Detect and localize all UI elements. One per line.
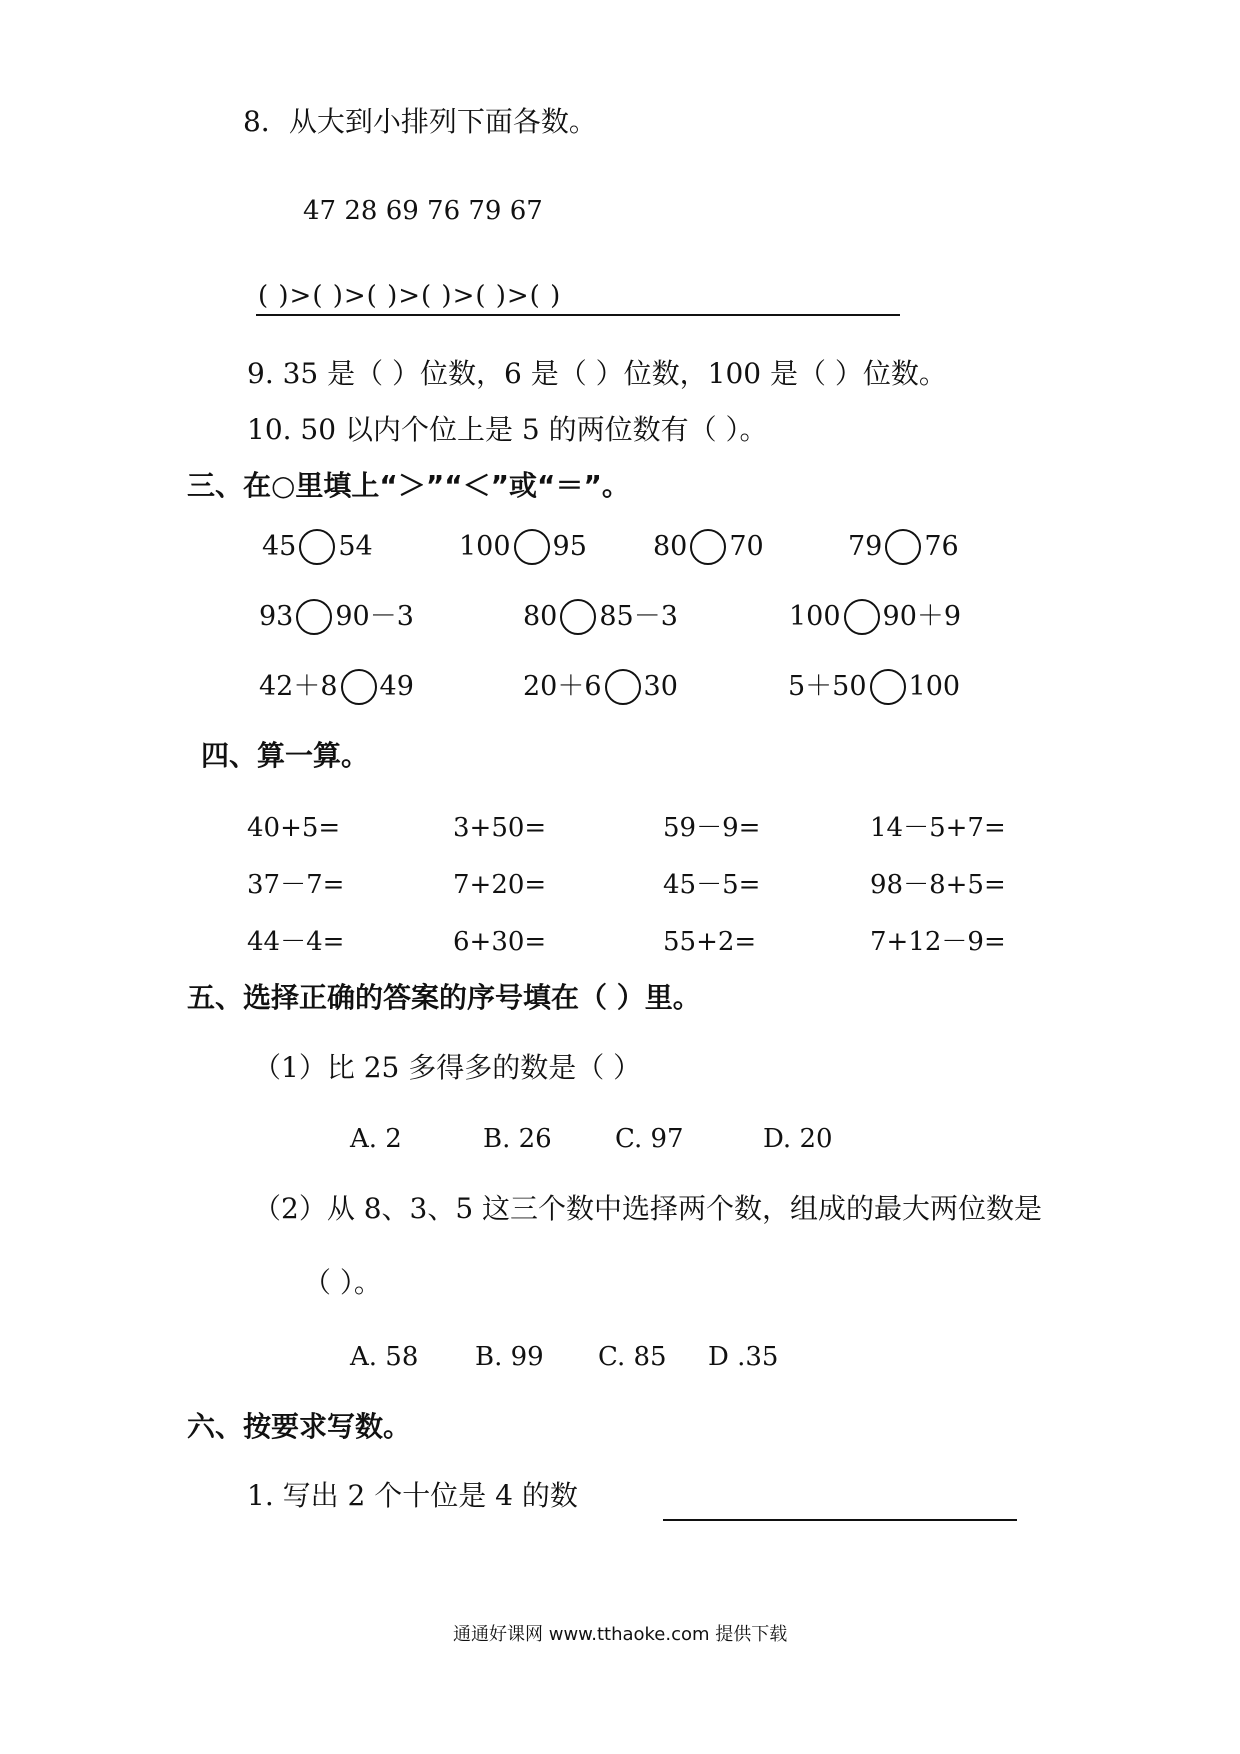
compare-left: 79 — [848, 531, 883, 562]
section-5-question-2: （2）从 8、3、5 这三个数中选择两个数，组成的最大两位数是 — [253, 1192, 1043, 1225]
section-6-title: 六、按要求写数。 — [187, 1410, 412, 1443]
compare-circle-blank[interactable] — [870, 669, 906, 705]
compare-circle-blank[interactable] — [844, 599, 880, 635]
compare-circle-blank[interactable] — [299, 529, 335, 565]
section-3-title: 三、在○里填上“＞”“＜”或“＝”。 — [187, 469, 630, 502]
compare-item — [259, 667, 414, 707]
compare-circle-blank[interactable] — [514, 529, 550, 565]
compare-right: 90＋9 — [882, 601, 962, 632]
footer-source: 通通好课网 www.tthaoke.com 提供下载 — [453, 1624, 788, 1645]
option-b: B. 99 — [475, 1342, 544, 1372]
calc-item: 6+30= — [453, 927, 547, 957]
compare-right: 54 — [338, 531, 373, 562]
compare-left: 42＋8 — [259, 671, 338, 702]
compare-right: 49 — [379, 671, 414, 702]
compare-left: 80 — [653, 531, 688, 562]
q8-prompt: 8．从大到小排列下面各数。 — [243, 105, 597, 138]
compare-right: 85－3 — [599, 601, 678, 632]
calc-item: 98－8+5= — [870, 870, 1006, 900]
calc-item: 44－4= — [247, 927, 345, 957]
option-a: A. 2 — [350, 1124, 402, 1154]
calc-item: 45－5= — [663, 870, 761, 900]
compare-left: 100 — [459, 531, 511, 562]
compare-item — [262, 527, 373, 567]
question-9: 9. 35 是（ ）位数，6 是（ ）位数，100 是（ ）位数。 — [247, 357, 947, 390]
calc-item: 37－7= — [247, 870, 345, 900]
option-c: C. 85 — [598, 1342, 667, 1372]
compare-item — [523, 597, 678, 637]
compare-item — [459, 527, 587, 567]
compare-right: 30 — [643, 671, 678, 702]
calc-item: 59－9= — [663, 813, 761, 843]
option-a: A. 58 — [350, 1342, 419, 1372]
compare-item — [259, 597, 414, 637]
option-d: D .35 — [708, 1342, 779, 1372]
compare-circle-blank[interactable] — [341, 669, 377, 705]
compare-right: 76 — [924, 531, 959, 562]
compare-left: 20＋6 — [523, 671, 602, 702]
calc-item: 7+12－9= — [870, 927, 1006, 957]
calc-item: 7+20= — [453, 870, 547, 900]
calc-item: 40+5= — [247, 813, 341, 843]
compare-left: 5＋50 — [788, 671, 867, 702]
compare-item — [788, 667, 960, 707]
calc-item: 14－5+7= — [870, 813, 1006, 843]
compare-circle-blank[interactable] — [560, 599, 596, 635]
compare-right: 95 — [552, 531, 587, 562]
section-5-question-2-blank: （ ）。 — [303, 1266, 382, 1299]
question-10: 10. 50 以内个位上是 5 的两位数有（ ）。 — [247, 413, 768, 446]
q8-underline — [256, 314, 900, 316]
compare-circle-blank[interactable] — [605, 669, 641, 705]
section-6-question-1: 1. 写出 2 个十位是 4 的数 — [247, 1479, 578, 1512]
section-5-title: 五、选择正确的答案的序号填在（ ）里。 — [187, 981, 701, 1014]
compare-item — [789, 597, 961, 637]
calc-item: 3+50= — [453, 813, 547, 843]
compare-right: 100 — [908, 671, 961, 702]
option-d: D. 20 — [763, 1124, 833, 1154]
q8-numbers: 47 28 69 76 79 67 — [303, 196, 543, 226]
compare-item — [523, 667, 678, 707]
answer-underline — [663, 1519, 1017, 1521]
compare-right: 90－3 — [335, 601, 414, 632]
compare-circle-blank[interactable] — [690, 529, 726, 565]
compare-circle-blank[interactable] — [885, 529, 921, 565]
option-c: C. 97 — [615, 1124, 684, 1154]
compare-item — [653, 527, 764, 567]
section-4-title: 四、算一算。 — [201, 739, 370, 772]
compare-left: 80 — [523, 601, 558, 632]
compare-right: 70 — [729, 531, 764, 562]
compare-left: 45 — [262, 531, 297, 562]
compare-left: 100 — [789, 601, 841, 632]
calc-item: 55+2= — [663, 927, 757, 957]
option-b: B. 26 — [483, 1124, 552, 1154]
section-5-question-1: （1）比 25 多得多的数是（ ） — [253, 1051, 642, 1084]
compare-item — [848, 527, 959, 567]
compare-left: 93 — [259, 601, 294, 632]
compare-circle-blank[interactable] — [296, 599, 332, 635]
q8-answer-blanks: ( )>( )>( )>( )>( )>( ) — [258, 281, 562, 311]
